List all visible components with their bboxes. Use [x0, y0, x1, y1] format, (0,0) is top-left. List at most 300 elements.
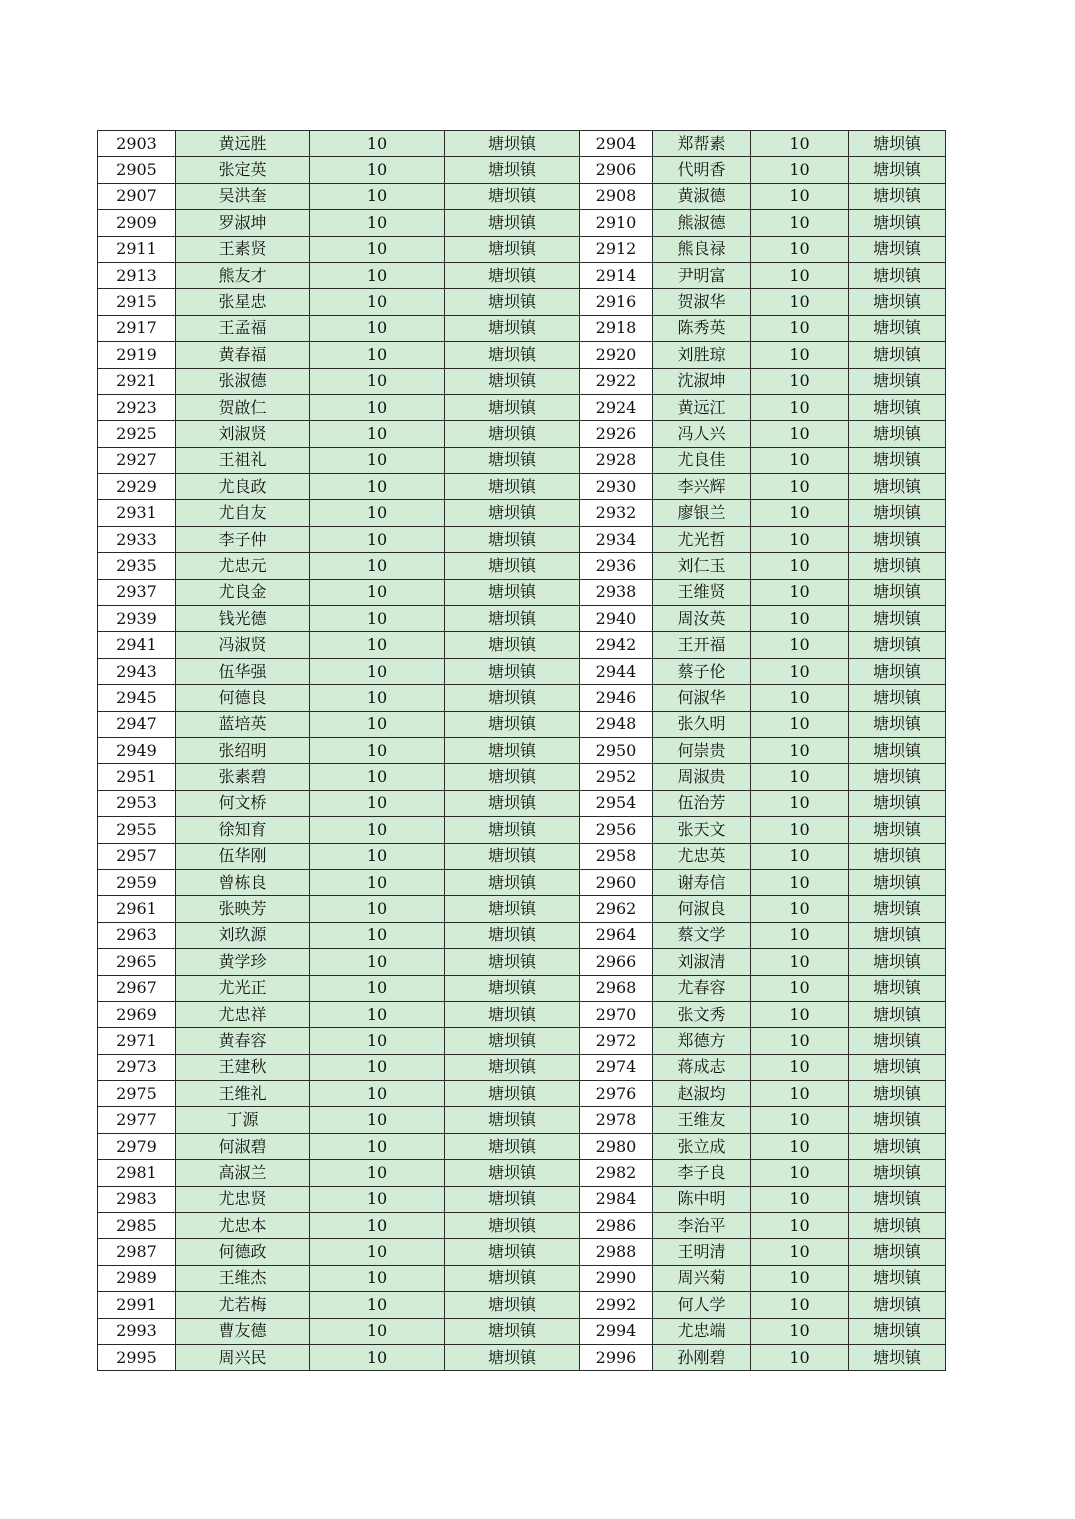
right-record-id-cell: 2994	[580, 1318, 653, 1344]
right-record-id-cell: 2956	[580, 817, 653, 843]
right-amount-cell: 10	[751, 922, 849, 948]
left-town-cell: 塘坝镇	[445, 131, 580, 157]
table-row	[98, 553, 946, 579]
right-town-cell: 塘坝镇	[849, 764, 946, 790]
left-amount-cell: 10	[310, 1028, 445, 1054]
left-person-name-cell: 高淑兰	[176, 1160, 310, 1186]
right-record-id-cell: 2978	[580, 1107, 653, 1133]
left-person-name-cell: 钱光德	[176, 606, 310, 632]
left-town-cell: 塘坝镇	[445, 922, 580, 948]
right-town-cell: 塘坝镇	[849, 1160, 946, 1186]
left-town-cell: 塘坝镇	[445, 1186, 580, 1212]
right-town-cell: 塘坝镇	[849, 1318, 946, 1344]
right-person-name-cell: 尤光哲	[653, 526, 751, 552]
left-amount-cell: 10	[310, 1186, 445, 1212]
right-town-cell: 塘坝镇	[849, 157, 946, 183]
table-row	[98, 632, 946, 658]
left-town-cell: 塘坝镇	[445, 1081, 580, 1107]
left-town-cell: 塘坝镇	[445, 869, 580, 895]
right-amount-cell: 10	[751, 896, 849, 922]
left-record-id-cell: 2917	[98, 315, 176, 341]
right-record-id-cell: 2940	[580, 606, 653, 632]
left-person-name-cell: 伍华强	[176, 658, 310, 684]
left-record-id-cell: 2965	[98, 949, 176, 975]
right-amount-cell: 10	[751, 131, 849, 157]
right-amount-cell: 10	[751, 606, 849, 632]
left-town-cell: 塘坝镇	[445, 1344, 580, 1370]
left-town-cell: 塘坝镇	[445, 500, 580, 526]
left-amount-cell: 10	[310, 474, 445, 500]
left-person-name-cell: 刘玖源	[176, 922, 310, 948]
table-row	[98, 975, 946, 1001]
left-person-name-cell: 尤良金	[176, 579, 310, 605]
left-amount-cell: 10	[310, 1213, 445, 1239]
left-person-name-cell: 蓝培英	[176, 711, 310, 737]
right-town-cell: 塘坝镇	[849, 394, 946, 420]
right-person-name-cell: 熊良禄	[653, 236, 751, 262]
right-person-name-cell: 刘胜琼	[653, 342, 751, 368]
right-record-id-cell: 2922	[580, 368, 653, 394]
left-town-cell: 塘坝镇	[445, 1213, 580, 1239]
left-record-id-cell: 2945	[98, 685, 176, 711]
table-row	[98, 949, 946, 975]
right-town-cell: 塘坝镇	[849, 447, 946, 473]
right-record-id-cell: 2918	[580, 315, 653, 341]
left-town-cell: 塘坝镇	[445, 289, 580, 315]
right-town-cell: 塘坝镇	[849, 315, 946, 341]
right-amount-cell: 10	[751, 1239, 849, 1265]
left-record-id-cell: 2929	[98, 474, 176, 500]
right-town-cell: 塘坝镇	[849, 1028, 946, 1054]
right-record-id-cell: 2908	[580, 183, 653, 209]
right-person-name-cell: 周汝英	[653, 606, 751, 632]
left-person-name-cell: 何文桥	[176, 790, 310, 816]
left-person-name-cell: 熊友才	[176, 262, 310, 288]
right-record-id-cell: 2958	[580, 843, 653, 869]
left-amount-cell: 10	[310, 1265, 445, 1291]
left-person-name-cell: 吴洪奎	[176, 183, 310, 209]
table-row	[98, 1265, 946, 1291]
left-record-id-cell: 2931	[98, 500, 176, 526]
right-amount-cell: 10	[751, 1028, 849, 1054]
left-record-id-cell: 2967	[98, 975, 176, 1001]
left-person-name-cell: 王祖礼	[176, 447, 310, 473]
left-person-name-cell: 张星忠	[176, 289, 310, 315]
left-amount-cell: 10	[310, 1239, 445, 1265]
left-record-id-cell: 2985	[98, 1213, 176, 1239]
table-row	[98, 1292, 946, 1318]
right-record-id-cell: 2976	[580, 1081, 653, 1107]
right-person-name-cell: 张天文	[653, 817, 751, 843]
left-amount-cell: 10	[310, 843, 445, 869]
table-row	[98, 210, 946, 236]
right-town-cell: 塘坝镇	[849, 606, 946, 632]
left-record-id-cell: 2961	[98, 896, 176, 922]
left-town-cell: 塘坝镇	[445, 526, 580, 552]
right-person-name-cell: 王开福	[653, 632, 751, 658]
left-person-name-cell: 张绍明	[176, 737, 310, 763]
right-record-id-cell: 2988	[580, 1239, 653, 1265]
left-town-cell: 塘坝镇	[445, 236, 580, 262]
table-row	[98, 1081, 946, 1107]
right-person-name-cell: 郑德方	[653, 1028, 751, 1054]
left-record-id-cell: 2935	[98, 553, 176, 579]
left-town-cell: 塘坝镇	[445, 1239, 580, 1265]
right-person-name-cell: 熊淑德	[653, 210, 751, 236]
left-record-id-cell: 2955	[98, 817, 176, 843]
right-person-name-cell: 李兴辉	[653, 474, 751, 500]
left-record-id-cell: 2921	[98, 368, 176, 394]
right-town-cell: 塘坝镇	[849, 421, 946, 447]
right-record-id-cell: 2926	[580, 421, 653, 447]
table-row	[98, 1344, 946, 1370]
left-record-id-cell: 2933	[98, 526, 176, 552]
table-row	[98, 131, 946, 157]
left-amount-cell: 10	[310, 315, 445, 341]
left-amount-cell: 10	[310, 1081, 445, 1107]
left-amount-cell: 10	[310, 447, 445, 473]
right-town-cell: 塘坝镇	[849, 896, 946, 922]
right-person-name-cell: 蔡文学	[653, 922, 751, 948]
left-record-id-cell: 2939	[98, 606, 176, 632]
left-town-cell: 塘坝镇	[445, 975, 580, 1001]
right-town-cell: 塘坝镇	[849, 711, 946, 737]
right-town-cell: 塘坝镇	[849, 131, 946, 157]
right-record-id-cell: 2950	[580, 737, 653, 763]
right-person-name-cell: 郑帮素	[653, 131, 751, 157]
right-amount-cell: 10	[751, 342, 849, 368]
left-person-name-cell: 周兴民	[176, 1344, 310, 1370]
right-town-cell: 塘坝镇	[849, 1292, 946, 1318]
table-row	[98, 922, 946, 948]
left-record-id-cell: 2937	[98, 579, 176, 605]
table-row	[98, 711, 946, 737]
left-amount-cell: 10	[310, 975, 445, 1001]
right-town-cell: 塘坝镇	[849, 1133, 946, 1159]
table-row	[98, 817, 946, 843]
right-amount-cell: 10	[751, 737, 849, 763]
left-record-id-cell: 2979	[98, 1133, 176, 1159]
left-town-cell: 塘坝镇	[445, 1318, 580, 1344]
right-town-cell: 塘坝镇	[849, 342, 946, 368]
left-town-cell: 塘坝镇	[445, 764, 580, 790]
left-person-name-cell: 尤若梅	[176, 1292, 310, 1318]
right-record-id-cell: 2942	[580, 632, 653, 658]
table-row	[98, 183, 946, 209]
left-person-name-cell: 李子仲	[176, 526, 310, 552]
right-record-id-cell: 2964	[580, 922, 653, 948]
left-amount-cell: 10	[310, 869, 445, 895]
right-amount-cell: 10	[751, 315, 849, 341]
left-amount-cell: 10	[310, 896, 445, 922]
right-amount-cell: 10	[751, 817, 849, 843]
right-town-cell: 塘坝镇	[849, 526, 946, 552]
right-amount-cell: 10	[751, 1318, 849, 1344]
table-row	[98, 289, 946, 315]
right-record-id-cell: 2946	[580, 685, 653, 711]
right-person-name-cell: 伍治芳	[653, 790, 751, 816]
left-person-name-cell: 黄学珍	[176, 949, 310, 975]
left-record-id-cell: 2995	[98, 1344, 176, 1370]
left-person-name-cell: 黄远胜	[176, 131, 310, 157]
right-record-id-cell: 2920	[580, 342, 653, 368]
left-person-name-cell: 冯淑贤	[176, 632, 310, 658]
left-amount-cell: 10	[310, 262, 445, 288]
left-town-cell: 塘坝镇	[445, 737, 580, 763]
right-amount-cell: 10	[751, 1292, 849, 1318]
right-person-name-cell: 贺淑华	[653, 289, 751, 315]
right-person-name-cell: 谢寿信	[653, 869, 751, 895]
left-town-cell: 塘坝镇	[445, 790, 580, 816]
right-amount-cell: 10	[751, 658, 849, 684]
left-amount-cell: 10	[310, 394, 445, 420]
right-person-name-cell: 黄远江	[653, 394, 751, 420]
left-record-id-cell: 2943	[98, 658, 176, 684]
right-amount-cell: 10	[751, 553, 849, 579]
right-amount-cell: 10	[751, 685, 849, 711]
left-amount-cell: 10	[310, 606, 445, 632]
right-person-name-cell: 陈秀英	[653, 315, 751, 341]
left-person-name-cell: 王建秋	[176, 1054, 310, 1080]
left-record-id-cell: 2991	[98, 1292, 176, 1318]
left-amount-cell: 10	[310, 685, 445, 711]
left-person-name-cell: 王素贤	[176, 236, 310, 262]
left-amount-cell: 10	[310, 289, 445, 315]
table-row	[98, 737, 946, 763]
right-amount-cell: 10	[751, 869, 849, 895]
right-town-cell: 塘坝镇	[849, 183, 946, 209]
right-record-id-cell: 2984	[580, 1186, 653, 1212]
right-record-id-cell: 2986	[580, 1213, 653, 1239]
table-row	[98, 658, 946, 684]
left-town-cell: 塘坝镇	[445, 183, 580, 209]
left-town-cell: 塘坝镇	[445, 315, 580, 341]
right-person-name-cell: 尹明富	[653, 262, 751, 288]
right-record-id-cell: 2960	[580, 869, 653, 895]
right-person-name-cell: 何人学	[653, 1292, 751, 1318]
table-row	[98, 606, 946, 632]
left-person-name-cell: 尤忠贤	[176, 1186, 310, 1212]
right-person-name-cell: 李治平	[653, 1213, 751, 1239]
left-town-cell: 塘坝镇	[445, 447, 580, 473]
right-amount-cell: 10	[751, 183, 849, 209]
table-row	[98, 236, 946, 262]
right-person-name-cell: 何淑良	[653, 896, 751, 922]
right-record-id-cell: 2916	[580, 289, 653, 315]
right-amount-cell: 10	[751, 1054, 849, 1080]
left-amount-cell: 10	[310, 368, 445, 394]
right-amount-cell: 10	[751, 949, 849, 975]
left-person-name-cell: 尤忠元	[176, 553, 310, 579]
left-town-cell: 塘坝镇	[445, 685, 580, 711]
right-town-cell: 塘坝镇	[849, 685, 946, 711]
left-person-name-cell: 张映芳	[176, 896, 310, 922]
right-amount-cell: 10	[751, 157, 849, 183]
right-town-cell: 塘坝镇	[849, 1001, 946, 1027]
right-person-name-cell: 尤春容	[653, 975, 751, 1001]
left-record-id-cell: 2905	[98, 157, 176, 183]
right-town-cell: 塘坝镇	[849, 1239, 946, 1265]
left-record-id-cell: 2953	[98, 790, 176, 816]
right-record-id-cell: 2910	[580, 210, 653, 236]
table-row	[98, 579, 946, 605]
right-person-name-cell: 何崇贵	[653, 737, 751, 763]
table-row	[98, 157, 946, 183]
left-amount-cell: 10	[310, 1160, 445, 1186]
left-record-id-cell: 2907	[98, 183, 176, 209]
left-amount-cell: 10	[310, 236, 445, 262]
left-person-name-cell: 王维礼	[176, 1081, 310, 1107]
left-record-id-cell: 2963	[98, 922, 176, 948]
left-person-name-cell: 尤忠祥	[176, 1001, 310, 1027]
left-person-name-cell: 尤良政	[176, 474, 310, 500]
right-amount-cell: 10	[751, 711, 849, 737]
left-amount-cell: 10	[310, 632, 445, 658]
left-town-cell: 塘坝镇	[445, 157, 580, 183]
left-record-id-cell: 2913	[98, 262, 176, 288]
left-record-id-cell: 2957	[98, 843, 176, 869]
right-town-cell: 塘坝镇	[849, 1186, 946, 1212]
left-record-id-cell: 2981	[98, 1160, 176, 1186]
right-record-id-cell: 2928	[580, 447, 653, 473]
left-person-name-cell: 张淑德	[176, 368, 310, 394]
right-town-cell: 塘坝镇	[849, 474, 946, 500]
left-record-id-cell: 2989	[98, 1265, 176, 1291]
right-record-id-cell: 2948	[580, 711, 653, 737]
left-amount-cell: 10	[310, 737, 445, 763]
left-record-id-cell: 2915	[98, 289, 176, 315]
left-record-id-cell: 2911	[98, 236, 176, 262]
left-amount-cell: 10	[310, 658, 445, 684]
right-record-id-cell: 2982	[580, 1160, 653, 1186]
right-amount-cell: 10	[751, 790, 849, 816]
right-amount-cell: 10	[751, 500, 849, 526]
left-person-name-cell: 王孟福	[176, 315, 310, 341]
right-record-id-cell: 2936	[580, 553, 653, 579]
right-amount-cell: 10	[751, 526, 849, 552]
left-amount-cell: 10	[310, 711, 445, 737]
right-amount-cell: 10	[751, 368, 849, 394]
right-person-name-cell: 何淑华	[653, 685, 751, 711]
left-person-name-cell: 黄春容	[176, 1028, 310, 1054]
right-town-cell: 塘坝镇	[849, 1107, 946, 1133]
right-person-name-cell: 尤良佳	[653, 447, 751, 473]
table-row	[98, 1213, 946, 1239]
right-record-id-cell: 2944	[580, 658, 653, 684]
right-town-cell: 塘坝镇	[849, 843, 946, 869]
left-town-cell: 塘坝镇	[445, 368, 580, 394]
right-amount-cell: 10	[751, 1160, 849, 1186]
left-person-name-cell: 尤自友	[176, 500, 310, 526]
table-row	[98, 764, 946, 790]
left-town-cell: 塘坝镇	[445, 1107, 580, 1133]
left-record-id-cell: 2925	[98, 421, 176, 447]
table-row	[98, 421, 946, 447]
left-person-name-cell: 尤忠本	[176, 1213, 310, 1239]
right-amount-cell: 10	[751, 579, 849, 605]
right-town-cell: 塘坝镇	[849, 1081, 946, 1107]
right-town-cell: 塘坝镇	[849, 368, 946, 394]
left-record-id-cell: 2983	[98, 1186, 176, 1212]
right-record-id-cell: 2906	[580, 157, 653, 183]
left-record-id-cell: 2923	[98, 394, 176, 420]
left-amount-cell: 10	[310, 1133, 445, 1159]
left-amount-cell: 10	[310, 790, 445, 816]
left-record-id-cell: 2977	[98, 1107, 176, 1133]
left-amount-cell: 10	[310, 421, 445, 447]
right-person-name-cell: 刘仁玉	[653, 553, 751, 579]
right-person-name-cell: 沈淑坤	[653, 368, 751, 394]
right-person-name-cell: 赵淑均	[653, 1081, 751, 1107]
right-town-cell: 塘坝镇	[849, 500, 946, 526]
left-town-cell: 塘坝镇	[445, 1028, 580, 1054]
left-amount-cell: 10	[310, 1344, 445, 1370]
right-record-id-cell: 2980	[580, 1133, 653, 1159]
right-town-cell: 塘坝镇	[849, 922, 946, 948]
right-person-name-cell: 蒋成志	[653, 1054, 751, 1080]
right-person-name-cell: 张立成	[653, 1133, 751, 1159]
right-amount-cell: 10	[751, 764, 849, 790]
left-record-id-cell: 2993	[98, 1318, 176, 1344]
right-person-name-cell: 孙刚碧	[653, 1344, 751, 1370]
left-town-cell: 塘坝镇	[445, 896, 580, 922]
left-record-id-cell: 2949	[98, 737, 176, 763]
right-amount-cell: 10	[751, 1186, 849, 1212]
right-person-name-cell: 代明香	[653, 157, 751, 183]
right-record-id-cell: 2966	[580, 949, 653, 975]
right-town-cell: 塘坝镇	[849, 1344, 946, 1370]
right-person-name-cell: 陈中明	[653, 1186, 751, 1212]
left-amount-cell: 10	[310, 210, 445, 236]
table-row	[98, 1160, 946, 1186]
right-amount-cell: 10	[751, 236, 849, 262]
left-amount-cell: 10	[310, 1318, 445, 1344]
right-record-id-cell: 2912	[580, 236, 653, 262]
table-row	[98, 1318, 946, 1344]
table-row	[98, 685, 946, 711]
left-person-name-cell: 何德政	[176, 1239, 310, 1265]
left-record-id-cell: 2973	[98, 1054, 176, 1080]
left-record-id-cell: 2919	[98, 342, 176, 368]
right-amount-cell: 10	[751, 843, 849, 869]
left-record-id-cell: 2987	[98, 1239, 176, 1265]
left-amount-cell: 10	[310, 342, 445, 368]
right-amount-cell: 10	[751, 975, 849, 1001]
right-record-id-cell: 2996	[580, 1344, 653, 1370]
left-town-cell: 塘坝镇	[445, 553, 580, 579]
left-town-cell: 塘坝镇	[445, 632, 580, 658]
left-person-name-cell: 张素碧	[176, 764, 310, 790]
data-table	[97, 130, 946, 1371]
right-record-id-cell: 2904	[580, 131, 653, 157]
right-town-cell: 塘坝镇	[849, 579, 946, 605]
left-record-id-cell: 2951	[98, 764, 176, 790]
left-amount-cell: 10	[310, 817, 445, 843]
table-row	[98, 500, 946, 526]
right-amount-cell: 10	[751, 474, 849, 500]
table-row	[98, 315, 946, 341]
left-amount-cell: 10	[310, 1292, 445, 1318]
left-town-cell: 塘坝镇	[445, 1292, 580, 1318]
left-amount-cell: 10	[310, 500, 445, 526]
left-record-id-cell: 2947	[98, 711, 176, 737]
left-person-name-cell: 何淑碧	[176, 1133, 310, 1159]
right-person-name-cell: 尤忠端	[653, 1318, 751, 1344]
left-person-name-cell: 曹友德	[176, 1318, 310, 1344]
right-record-id-cell: 2968	[580, 975, 653, 1001]
right-person-name-cell: 李子良	[653, 1160, 751, 1186]
left-person-name-cell: 刘淑贤	[176, 421, 310, 447]
